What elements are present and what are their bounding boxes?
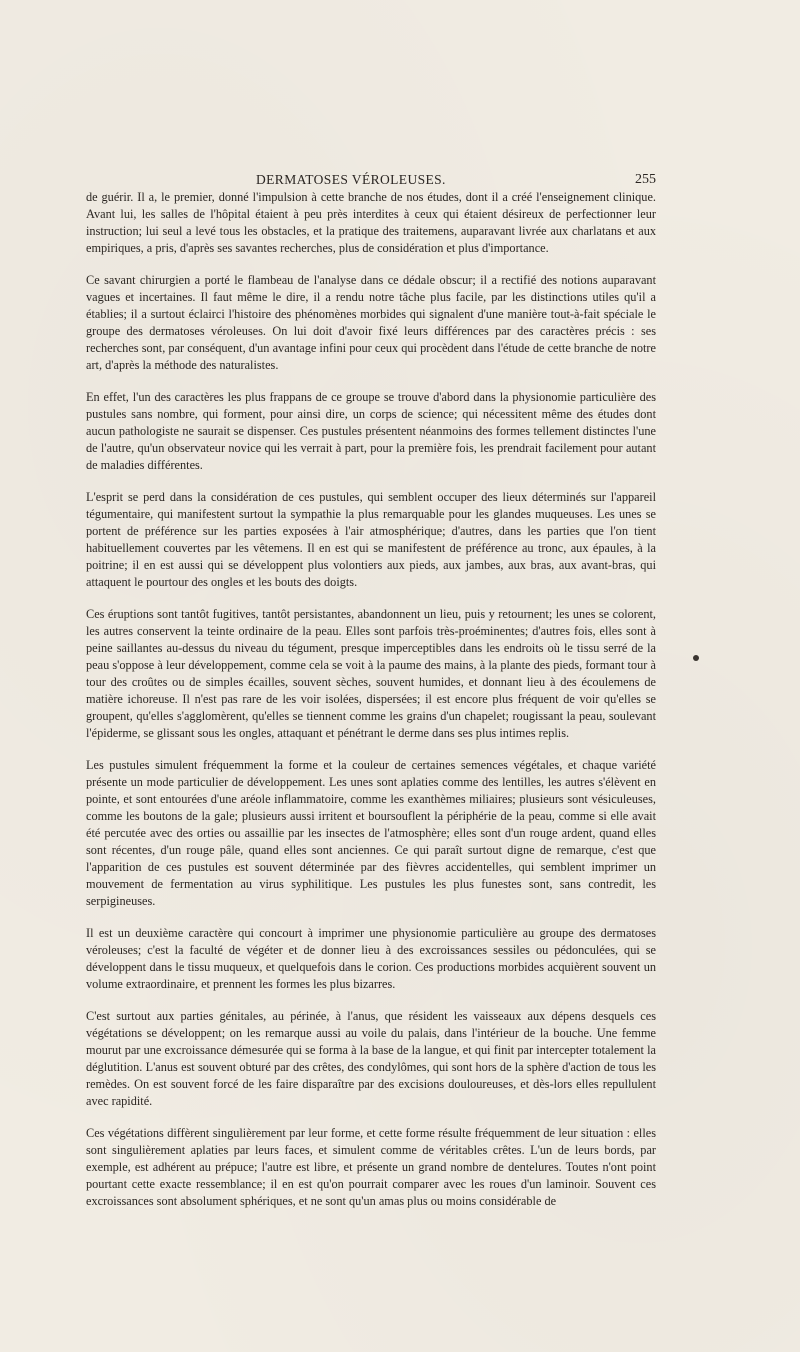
paragraph: C'est surtout aux parties génitales, au périnée, à l'anus, que résident les vaisseaux aux dépens desquels ces végétations se développent; on les remarque aussi au voile du palais, dans l'intérieur de la bouche. Une femme mourut par une excroissance démesurée qui se forma à la base de la langue, et qui finit par intercepter totalement la déglutition. L'anus est souvent obturé par des crêtes, des condylômes, qui sont hors de la sphère d'action de tous les remèdes. On est souvent forcé de les faire disparaître par des excisions douloureuses, et dès-lors elles repullulent avec rapidité.	[86, 1009, 656, 1108]
paragraph: Les pustules simulent fréquemment la forme et la couleur de certaines semences végétales, et chaque variété présente un mode particulier de développement. Les unes sont aplaties comme des lentilles, les autres s'élèvent en pointe, et sont entourées d'une aréole inflammatoire, comme les exanthèmes miliaires; plusieurs sont vésiculeuses, comme les boutons de la gale; plusieurs aussi irritent et boursouflent la périphérie de la peau, comme si elle avait été percutée avec des orties ou assaillie par les insectes de l'atmosphère; elles sont d'un rouge ardent, quand elles sont récentes, d'un rouge pâle, quand elles sont anciennes. Ce qui paraît surtout digne de remarque, c'est que l'apparition de ces pustules est souvent déterminée par des fièvres accidentelles, qui semblent imprimer un mouvement de fermentation au virus syphilitique. Les pustules les plus funestes sont, sans contredit, les serpigineuses.	[86, 758, 656, 908]
running-title: DERMATOSES VÉROLEUSES.	[256, 172, 446, 187]
paragraph: Ces végétations diffèrent singulièrement par leur forme, et cette forme résulte fréquemment de leur situation : elles sont singulièrement aplaties par leurs faces, et simulent comme de véritables crêtes. L'un de leurs bords, par exemple, est adhérent au prépuce; l'autre est libre, et présente un grand nombre de dentelures. Toutes n'ont point pourtant cette exacte ressemblance; il en est qu'on pourrait comparer avec les roues d'un laminoir. Souvent ces excroissances sont absolument sphériques, et ne sont qu'un amas plus ou moins considérable de	[86, 1126, 656, 1208]
paragraph: En effet, l'un des caractères les plus frappans de ce groupe se trouve d'abord dans la physionomie particulière des pustules sans nombre, qui forment, pour ainsi dire, un corps de science; qui nécessitent même des études dont aucun pathologiste ne saurait se dispenser. Ces pustules présentent néanmoins des formes tellement distinctes l'une de l'autre, qu'un observateur novice qui les verrait à part, pour la première fois, les prendrait facilement pour autant de maladies différentes.	[86, 390, 656, 472]
paragraph: Ce savant chirurgien a porté le flambeau de l'analyse dans ce dédale obscur; il a rectifié des notions auparavant vagues et incertaines. Il faut même le dire, il a rendu notre tâche plus facile, par les distinctions utiles qu'il a établies; il a surtout éclairci l'histoire des phénomènes morbides qui signalent d'une manière tout-à-fait spéciale le groupe des dermatoses véroleuses. On lui doit d'avoir fixé leurs différences par des caractères précis : ses recherches sont, par conséquent, d'un avantage infini pour ceux qui procèdent dans l'étude de cette branche de notre art, d'après la méthode des naturalistes.	[86, 273, 656, 372]
paragraph: Ces éruptions sont tantôt fugitives, tantôt persistantes, abandonnent un lieu, puis y retournent; les unes se colorent, les autres conservent la teinte ordinaire de la peau. Elles sont parfois très-proéminentes; d'autres fois, elles sont à peine saillantes au-dessus du niveau du tégument, presque imperceptibles dans les endroits où le tissu serré de la peau s'oppose à leur développement, comme cela se voit à la paume des mains, à la plante des pieds, formant tour à tour des croûtes ou de simples écailles, souvent sèches, souvent humides, et donnant lieu à des écoulemens de matière ichoreuse. Il n'est pas rare de les voir isolées, dispersées; il est encore plus fréquent de voir qu'elles se groupent, qu'elles s'agglomèrent, qu'elles se tiennent comme les grains d'un chapelet; rougissant la peau, soulevant l'épiderme, se glissant sous les ongles, attaquant et pénétrant le derme dans ses plus intimes replis.	[86, 607, 656, 740]
paragraph: Il est un deuxième caractère qui concourt à imprimer une physionomie particulière au groupe des dermatoses véroleuses; c'est la faculté de végéter et de donner lieu à des excroissances sessiles ou pédonculées, qui se développent dans le tissu muqueux, et quelquefois dans le corion. Ces productions morbides acquièrent souvent un volume extraordinaire, et prennent les formes les plus bizarres.	[86, 926, 656, 991]
page-number: 255	[635, 172, 656, 187]
ink-spot	[693, 655, 699, 661]
paragraph: L'esprit se perd dans la considération de ces pustules, qui semblent occuper des lieux déterminés sur l'appareil tégumentaire, qui manifestent surtout la sympathie la plus remarquable pour les glandes muqueuses. Les unes se portent de préférence sur les parties exposées à l'air atmosphérique; d'autres, dans les parties que l'on tient habituellement couvertes par les vêtemens. Il en est qui se manifestent de préférence au tronc, aux épaules, à la poitrine; il en est aussi qui se développent plus volontiers aux pieds, aux jambes, aux bras, aux avant-bras, qui attaquent le pourtour des ongles et les bouts des doigts.	[86, 490, 656, 589]
body-text	[86, 189, 656, 1210]
paragraph: de guérir. Il a, le premier, donné l'impulsion à cette branche de nos études, dont il a créé l'enseignement clinique. Avant lui, les salles de l'hôpital étaient à peu près interdites à ceux qui étaient désireux de perfectionner leur instruction; lui seul a levé tous les obstacles, et la pratique des traitemens, auparavant livrée aux charlatans et aux empiriques, a pris, d'après ses savantes recherches, plus de considération et plus d'importance.	[86, 190, 656, 255]
